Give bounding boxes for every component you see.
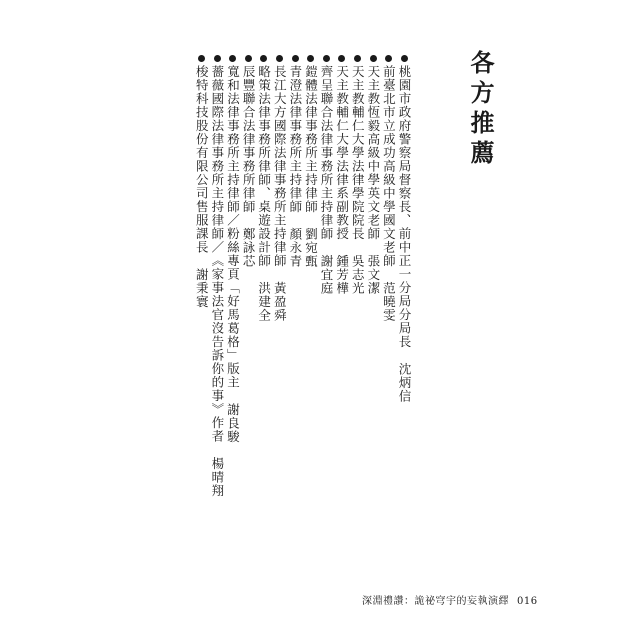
recommender-name: 顏永青 [287,227,303,268]
recommender-title: 青澄法律事務所主持律師 [287,65,303,214]
recommender-name: 吳志光 [350,254,366,295]
bullet-icon [276,55,283,62]
recommendation-item [350,55,366,515]
recommendation-text [365,65,381,295]
recommendation-item [318,55,334,515]
recommendation-item [240,55,256,515]
recommendation-item [209,55,225,515]
bullet-icon [401,55,408,62]
footer-book-title: 深淵禮讚：詭祕穹宇的妄執演繹 [362,596,509,607]
bullet-icon [214,55,221,62]
recommender-title: 辰豐聯合法律事務所律師 [241,65,257,214]
bullet-icon [354,55,361,62]
recommender-name: 劉宛甄 [303,227,319,268]
recommender-name: 沈炳信 [397,362,412,403]
recommender-title: 桃園市政府警察局督察長、前中正一分局分局長 [397,65,412,349]
recommender-title: 齊呈聯合法律事務所主持律師 [319,65,335,241]
recommendation-item [287,55,303,515]
bullet-icon [292,55,299,62]
recommender-name: 黃盈舜 [272,281,288,322]
page-number: 016 [517,596,538,607]
recommender-name: 張文潔 [365,254,381,295]
recommender-title: 長江大方國際法律事務所主持律師 [272,65,288,268]
recommendation-item [365,55,381,515]
recommendation-text [287,65,303,268]
bullet-icon [338,55,345,62]
recommender-title: 薔薇國際法律事務所主持律師／《家事法官沒告訴你的事》作者 [209,65,225,443]
recommender-name: 謝宜庭 [319,254,335,295]
recommendation-item [396,55,412,515]
recommendation-text [303,65,319,268]
recommendation-text [194,65,210,309]
recommendation-text [272,65,288,322]
recommendation-item [225,55,241,515]
recommendation-text [350,65,366,295]
recommendation-text [240,65,256,268]
bullet-icon [245,55,252,62]
recommender-title: 鎧體法律事務所主持律師 [303,65,319,214]
bullet-icon [370,55,377,62]
recommender-title: 天主教輔仁大學法律系副教授 [334,65,350,241]
bullet-icon [260,55,267,62]
bullet-icon [385,55,392,62]
recommender-title: 梭特科技股份有限公司售服課長 [194,65,210,254]
recommendation-item [303,55,319,515]
recommender-title: 寬和法律事務所主持律師／粉絲專頁「好馬葛格」版主 [225,65,241,389]
recommendation-text [381,65,397,322]
recommendation-text [318,65,334,295]
recommender-name: 范曉雯 [381,281,397,322]
recommender-title: 前臺北市立成功高級中學國文老師 [381,65,397,268]
bullet-icon [229,55,236,62]
recommender-title: 略策法律事務所律師、桌遊設計師 [256,65,272,268]
recommender-name: 鍾芳樺 [334,254,350,295]
recommender-name: 謝良駿 [225,403,241,444]
running-footer [362,592,538,607]
recommendation-item [272,55,288,515]
recommendation-text [256,65,272,322]
recommendation-item [194,55,210,515]
recommender-title: 天主教輔仁大學法律學院院長 [350,65,366,241]
page-heading: 各方推薦 [466,50,495,170]
recommendation-item [334,55,350,515]
recommender-name: 謝秉寰 [194,268,210,309]
recommendation-item [256,55,272,515]
recommendation-text [334,65,350,295]
recommender-name: 洪建全 [256,281,272,322]
recommendation-list [162,55,412,515]
recommendation-text [396,65,412,403]
bullet-icon [307,55,314,62]
recommender-name: 鄭詠芯 [241,227,257,268]
recommendation-item [381,55,397,515]
bullet-icon [323,55,330,62]
recommender-title: 天主教恆毅高級中學英文老師 [365,65,381,241]
recommender-name: 楊晴翔 [209,457,225,498]
bullet-icon [198,55,205,62]
recommendation-text [225,65,241,444]
recommendation-text [209,65,225,498]
